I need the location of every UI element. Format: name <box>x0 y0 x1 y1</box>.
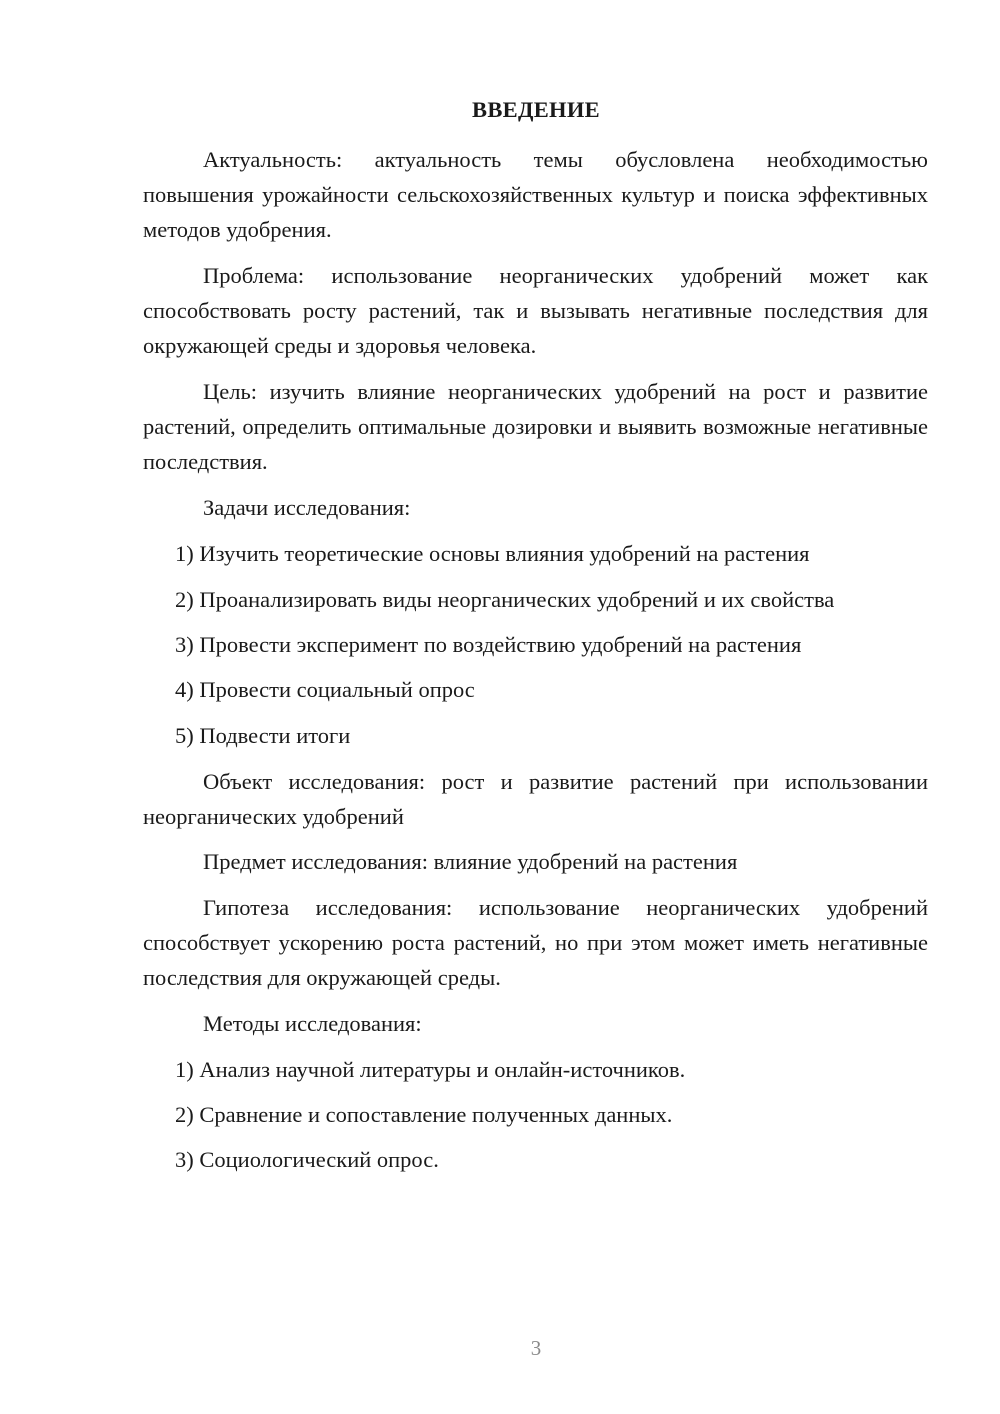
page-number: 3 <box>530 1336 542 1360</box>
tasks-title: Задачи исследования: <box>203 495 411 520</box>
goal-paragraph: Цель: изучить влияние неорганических удобрений на рост и развитие растений, определить оптимальные дозировки и выявить возможные негативные последствия. <box>143 379 928 474</box>
hypothesis-paragraph: Гипотеза исследования: использование неорганических удобрений способствует ускорению роста растений, но при этом может иметь негативные последствия для окружающей среды. <box>143 895 928 990</box>
object-paragraph: Объект исследования: рост и развитие растений при использовании неорганических удобрений <box>143 769 928 829</box>
task-item: 2) Проанализировать виды неорганических удобрений и их свойства <box>175 587 835 612</box>
task-item: 3) Провести эксперимент по воздействию удобрений на растения <box>175 632 802 657</box>
method-item: 1) Анализ научной литературы и онлайн-источников. <box>175 1057 686 1082</box>
task-item: 5) Подвести итоги <box>175 723 351 748</box>
subject-paragraph: Предмет исследования: влияние удобрений на растения <box>203 849 738 874</box>
method-item: 2) Сравнение и сопоставление полученных данных. <box>175 1102 673 1127</box>
method-item: 3) Социологический опрос. <box>175 1147 439 1172</box>
relevance-paragraph: Актуальность: актуальность темы обусловлена необходимостью повышения урожайности сельскохозяйственных культур и поиска эффективных методов удобрения. <box>143 147 928 242</box>
problem-paragraph: Проблема: использование неорганических удобрений может как способствовать росту растений, так и вызывать негативные последствия для окружающей среды и здоровья человека. <box>143 263 928 358</box>
section-heading: ВВЕДЕНИЕ <box>472 97 600 122</box>
task-item: 1) Изучить теоретические основы влияния удобрений на растения <box>175 541 810 566</box>
task-item: 4) Провести социальный опрос <box>175 677 475 702</box>
methods-title: Методы исследования: <box>203 1011 422 1036</box>
